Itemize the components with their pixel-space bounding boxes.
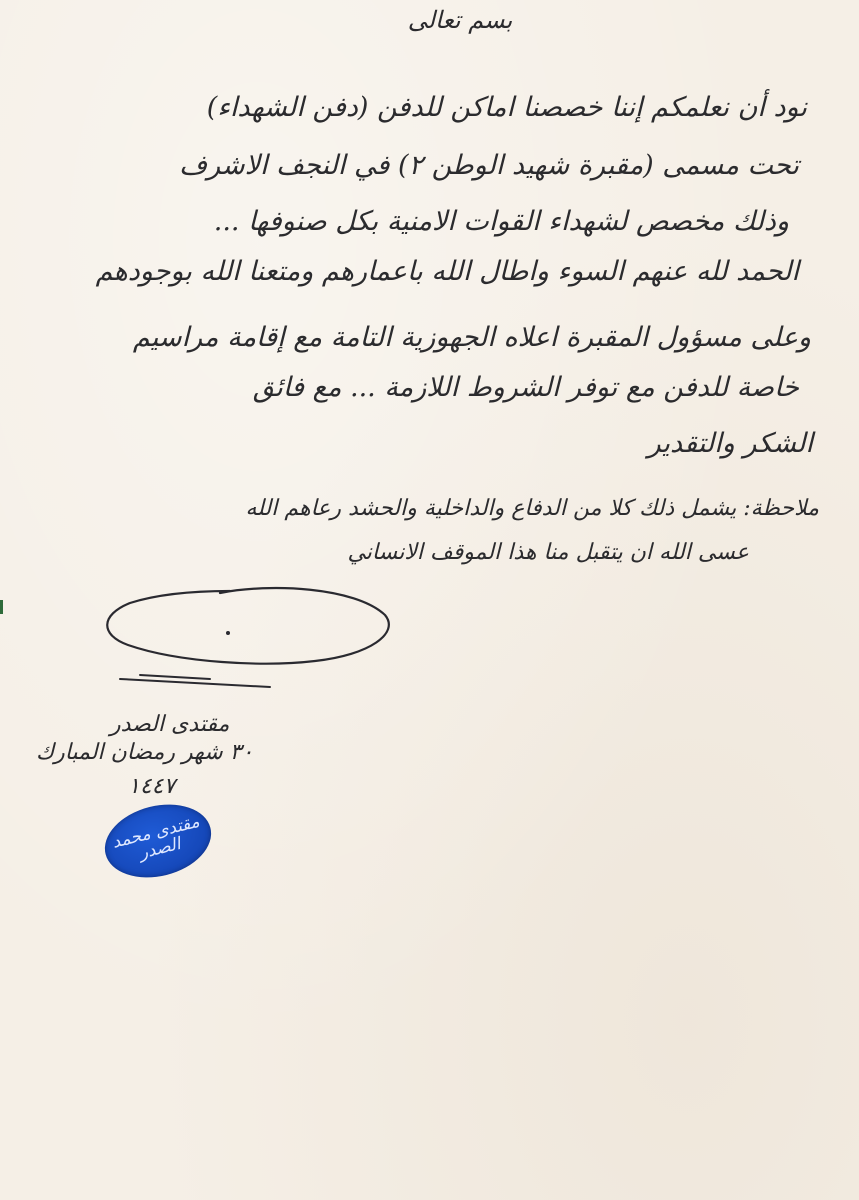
signature-loop	[107, 588, 389, 664]
body-line: وعلى مسؤول المقبرة اعلاه الجهوزية التامة مع إقامة مراسيم	[132, 322, 811, 353]
signature-underline	[120, 675, 270, 687]
official-stamp	[97, 794, 219, 888]
body-line: الحمد لله عنهم السوء واطال الله باعمارهم ومتعنا الله بوجودهم	[95, 256, 799, 287]
body-line: الشكر والتقدير	[647, 428, 813, 459]
body-line: خاصة للدفن مع توفر الشروط اللازمة ... مع فائق	[252, 372, 799, 403]
note-line: عسى الله ان يتقبل منا هذا الموقف الانساني	[347, 540, 749, 565]
signature-year: ١٤٤٧	[128, 774, 176, 799]
body-line: نود أن نعلمكم إننا خصصنا اماكن للدفن (دفن الشهداء)	[206, 92, 807, 123]
body-line: تحت مسمى (مقبرة شهيد الوطن ٢) في النجف الاشرف	[179, 150, 799, 181]
signature-date: ٣٠ شهر رمضان المبارك	[36, 740, 254, 765]
body-line: وذلك مخصص لشهداء القوات الامنية بكل صنوفها ...	[213, 206, 789, 237]
signature-scribble	[100, 575, 400, 695]
signature-name: مقتدى الصدر	[110, 712, 230, 737]
signature-dot	[226, 631, 230, 635]
note-line: ملاحظة: يشمل ذلك كلا من الدفاع والداخلية والحشد رعاهم الله	[245, 496, 819, 521]
letter-heading: بسم تعالى	[407, 6, 513, 34]
stamp-text: مقتدى محمد الصدر	[110, 811, 202, 864]
margin-ink-mark	[0, 600, 3, 614]
